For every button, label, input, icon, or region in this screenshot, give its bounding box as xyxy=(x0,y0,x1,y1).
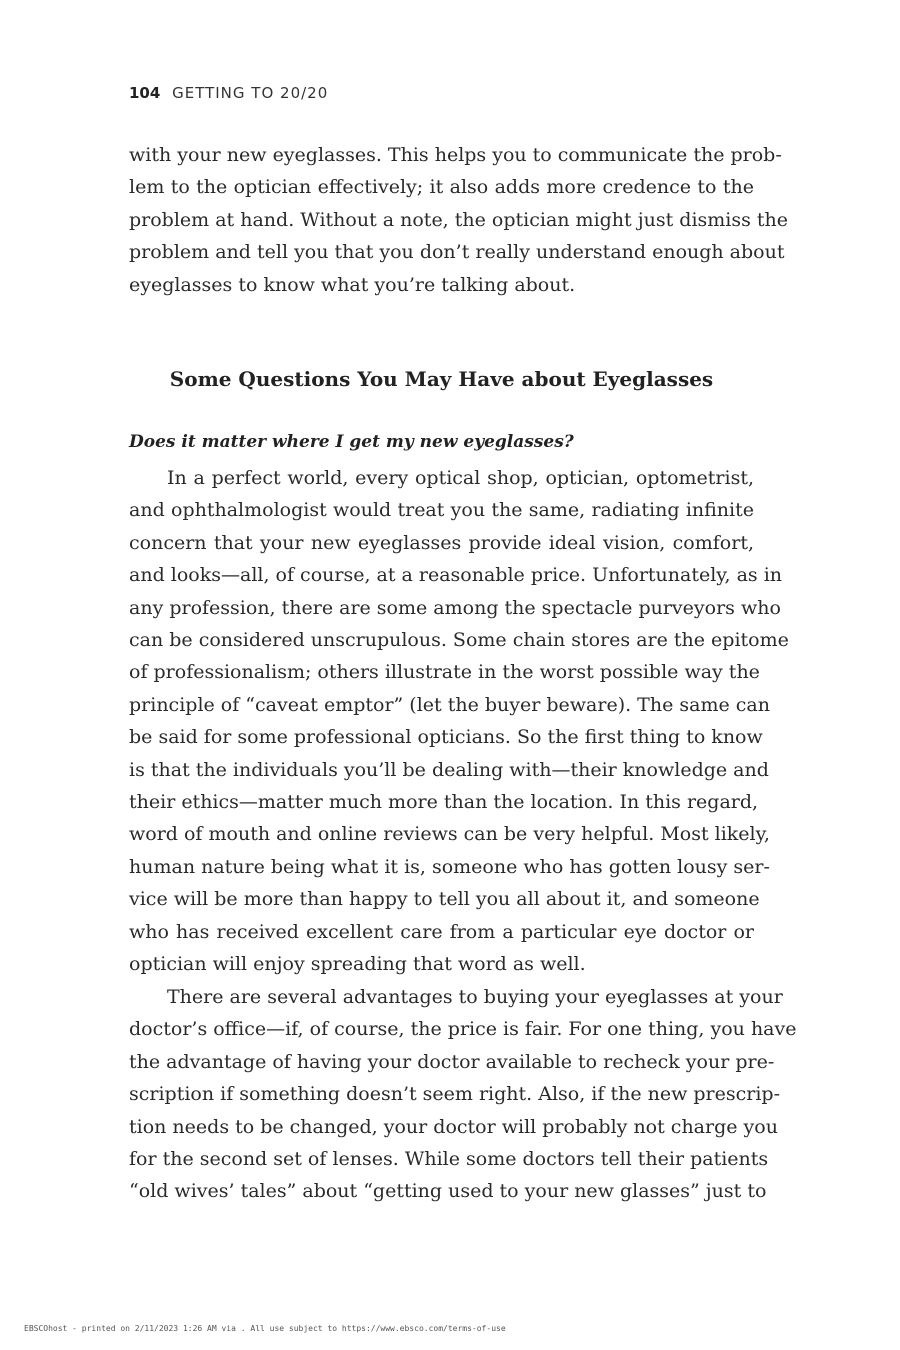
text-line: their ethics—matter much more than the location. In this regard, xyxy=(129,791,759,814)
text-line: of professionalism; others illustrate in the worst possible way the xyxy=(129,661,760,684)
text-line: eyeglasses to know what you’re talking about. xyxy=(129,273,576,296)
text-line: doctor’s office—if, of course, the price is fair. For one thing, you have xyxy=(129,1018,797,1041)
text-line: scription if something doesn’t seem right. Also, if the new prescrip- xyxy=(129,1083,781,1106)
text-line: with your new eyeglasses. This helps you to communicate the prob- xyxy=(129,144,782,166)
text-line: principle of “caveat emptor” (let the buyer beware). The same can xyxy=(129,693,770,716)
text-line: optician will enjoy spreading that word as well. xyxy=(129,953,586,976)
question-heading: Does it matter where I get my new eyeglasses? xyxy=(129,432,574,452)
paragraph-2 xyxy=(129,462,789,981)
text-line: In a perfect world, every optical shop, optician, optometrist, xyxy=(167,467,754,489)
text-line: vice will be more than happy to tell you all about it, and someone xyxy=(129,888,760,911)
text-line: who has received excellent care from a particular eye doctor or xyxy=(129,920,754,943)
text-line: “old wives’ tales” about “getting used to your new glasses” just to xyxy=(129,1180,767,1203)
text-line: and looks—all, of course, at a reasonable price. Unfortunately, as in xyxy=(129,564,783,587)
text-line: There are several advantages to buying your eyeglasses at your xyxy=(167,986,783,1008)
text-line: problem at hand. Without a note, the optician might just dismiss the xyxy=(129,208,789,231)
section-heading: Some Questions You May Have about Eyeglasses xyxy=(169,367,714,391)
text-line: can be considered unscrupulous. Some chain stores are the epitome xyxy=(129,629,789,652)
paragraph-1 xyxy=(129,139,789,301)
text-line: and ophthalmologist would treat you the same, radiating infinite xyxy=(129,499,754,522)
text-line: for the second set of lenses. While some doctors tell their patients xyxy=(129,1148,769,1171)
text-line: lem to the optician effectively; it also adds more credence to the xyxy=(129,176,754,199)
text-line: the advantage of having your doctor available to recheck your pre- xyxy=(129,1050,775,1073)
text-line: problem and tell you that you don’t really understand enough about xyxy=(129,241,785,264)
text-line: human nature being what it is, someone who has gotten lousy ser- xyxy=(129,855,770,878)
text-line: any profession, there are some among the spectacle purveyors who xyxy=(129,596,781,619)
page-number: 104 xyxy=(129,84,161,102)
text-line: tion needs to be changed, your doctor will probably not charge you xyxy=(129,1115,778,1138)
print-footer: EBSCOhost - printed on 2/11/2023 1:26 AM via . All use subject to https://www.ebsco.com/terms-of-use xyxy=(24,1324,506,1333)
running-head-title: GETTING TO 20/20 xyxy=(172,84,329,102)
text-line: is that the individuals you’ll be dealing with—their knowledge and xyxy=(129,758,769,781)
running-head xyxy=(129,84,328,102)
text-line: be said for some professional opticians. So the first thing to know xyxy=(129,726,763,749)
text-line: concern that your new eyeglasses provide ideal vision, comfort, xyxy=(129,531,754,554)
paragraph-3 xyxy=(129,981,797,1208)
text-line: word of mouth and online reviews can be very helpful. Most likely, xyxy=(129,823,770,846)
